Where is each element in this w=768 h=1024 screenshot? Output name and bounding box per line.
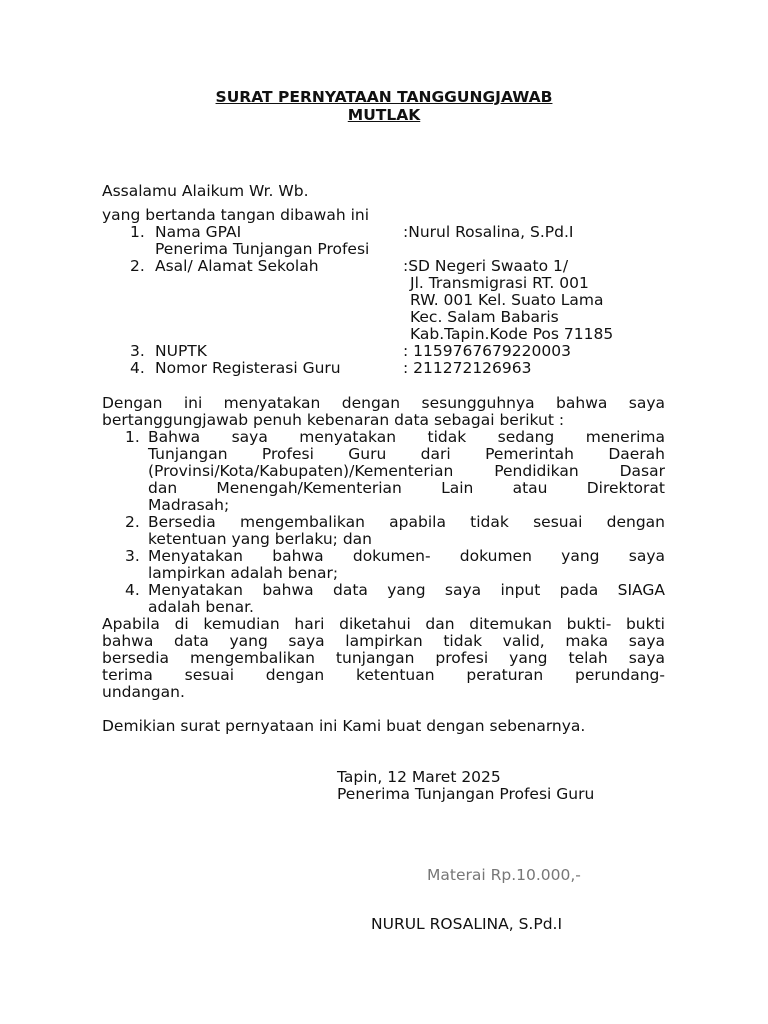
- point-line: Menyatakan bahwa dokumen- dokumen yang saya: [148, 547, 665, 565]
- point-line: adalah benar.: [148, 598, 254, 616]
- point-line: Madrasah;: [148, 496, 230, 514]
- address-line: Kec. Salam Babaris: [410, 308, 559, 326]
- signer-position: Penerima Tunjangan Profesi Guru: [337, 785, 595, 803]
- registration-label: Nomor Registerasi Guru: [155, 359, 341, 377]
- paragraph-line: undangan.: [102, 683, 185, 701]
- point-number: 4.: [125, 581, 140, 599]
- point-line: (Provinsi/Kota/Kabupaten)/Kementerian Pendidikan Dasar: [148, 462, 665, 480]
- nuptk-label: NUPTK: [155, 342, 207, 360]
- closing-sentence: Demikian surat pernyataan ini Kami buat dengan sebenarnya.: [102, 717, 586, 735]
- address-line: RW. 001 Kel. Suato Lama: [410, 291, 604, 309]
- point-number: 1.: [125, 428, 140, 446]
- point-number: 2.: [125, 513, 140, 531]
- point-line: Tunjangan Profesi Guru dari Pemerintah Daerah: [148, 445, 665, 463]
- name-value: :Nurul Rosalina, S.Pd.I: [403, 223, 574, 241]
- paragraph-line: terima sesuai dengan ketentuan peraturan perundang-: [102, 666, 665, 684]
- statement-line: bertanggungjawab penuh kebenaran data sebagai berikut :: [102, 411, 565, 429]
- point-number: 3.: [125, 547, 140, 565]
- intro-text: yang bertanda tangan dibawah ini: [102, 206, 370, 224]
- name-label: Nama GPAI: [155, 223, 242, 241]
- paragraph-line: Apabila di kemudian hari diketahui dan ditemukan bukti- bukti: [102, 615, 665, 633]
- identity-num-4: 4.: [130, 359, 145, 377]
- address-line: :SD Negeri Swaato 1/: [403, 257, 569, 275]
- materai-stamp-text: Materai Rp.10.000,-: [427, 866, 581, 884]
- statement-line: Dengan ini menyatakan dengan sesungguhnya bahwa saya: [102, 394, 665, 412]
- document-title: [100, 88, 668, 124]
- paragraph-line: bahwa data yang saya lampirkan tidak valid, maka saya: [102, 632, 665, 650]
- title-line-1: SURAT PERNYATAAN TANGGUNGJAWAB: [215, 88, 553, 106]
- identity-num-3: 3.: [130, 342, 145, 360]
- point-line: ketentuan yang berlaku; dan: [148, 530, 372, 548]
- point-line: dan Menengah/Kementerian Lain atau Direktorat: [148, 479, 665, 497]
- registration-value: : 211272126963: [403, 359, 532, 377]
- point-line: lampirkan adalah benar;: [148, 564, 339, 582]
- address-line: Jl. Transmigrasi RT. 001: [410, 274, 589, 292]
- title-line-2: MUTLAK: [347, 106, 421, 124]
- signer-name: NURUL ROSALINA, S.Pd.I: [371, 915, 563, 933]
- nuptk-value: : 1159767679220003: [403, 342, 571, 360]
- identity-num-1: 1.: [130, 223, 145, 241]
- place-date: Tapin, 12 Maret 2025: [337, 768, 501, 786]
- paragraph-line: bersedia mengembalikan tunjangan profesi yang telah saya: [102, 649, 665, 667]
- greeting: Assalamu Alaikum Wr. Wb.: [102, 182, 309, 200]
- address-label: Asal/ Alamat Sekolah: [155, 257, 319, 275]
- identity-num-2: 2.: [130, 257, 145, 275]
- point-line: Menyatakan bahwa data yang saya input pada SIAGA: [148, 581, 665, 599]
- point-line: Bersedia mengembalikan apabila tidak sesuai dengan: [148, 513, 665, 531]
- point-line: Bahwa saya menyatakan tidak sedang menerima: [148, 428, 665, 446]
- role-text: Penerima Tunjangan Profesi: [155, 240, 370, 258]
- address-line: Kab.Tapin.Kode Pos 71185: [410, 325, 614, 343]
